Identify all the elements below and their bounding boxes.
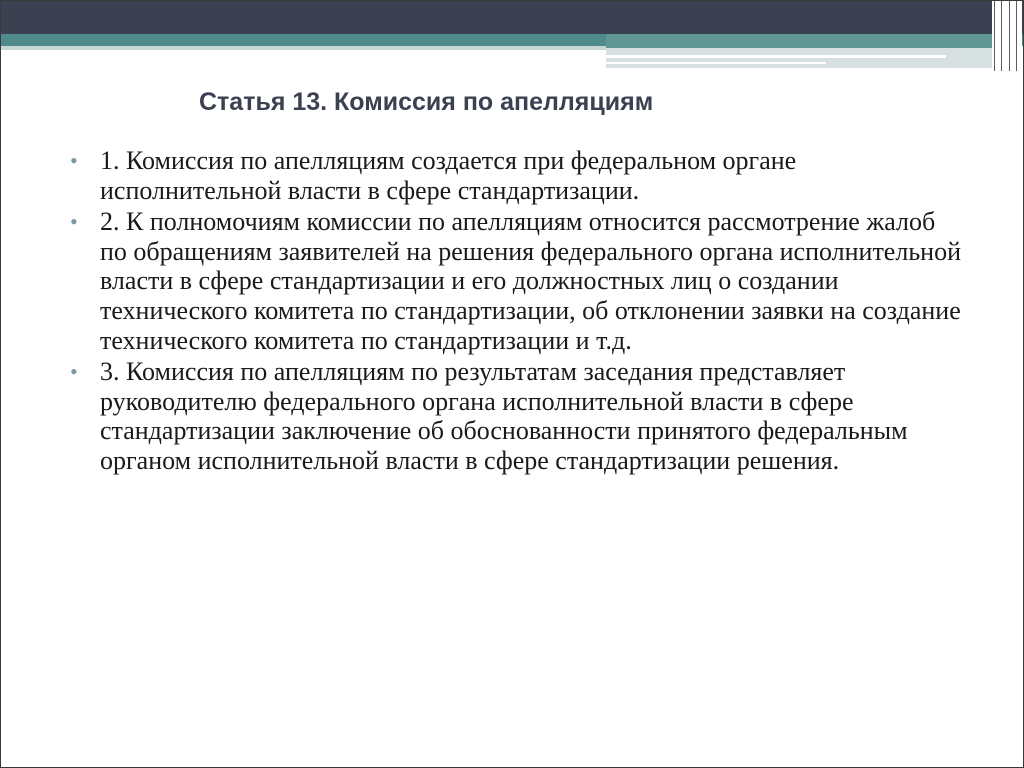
slide-title: Статья 13. Комиссия по апелляциям (199, 88, 654, 116)
header-band-light (1, 46, 606, 50)
header-decoration-line (606, 62, 826, 64)
list-item-text: 3. Комиссия по апелляциям по результатам заседания представляет руководителю федерального органа исполнительной власти в сфере стандартизации заключение об обоснованности принятого федеральным органом исполнительной власти в сфере стандартизации решения. (100, 357, 908, 475)
bullet-list (66, 146, 966, 478)
list-item (66, 146, 966, 205)
bullet-icon: • (70, 359, 78, 385)
bullet-icon: • (70, 209, 78, 235)
list-item-text: 1. Комиссия по апелляциям создается при федеральном органе исполнительной власти в сфере стандартизации. (100, 146, 797, 205)
list-item (66, 207, 966, 355)
bullet-icon: • (70, 148, 78, 173)
header-decoration-line (606, 55, 946, 58)
header-edge-lines (992, 1, 1022, 71)
list-item (66, 357, 966, 475)
list-item-text: 2. К полномочиям комиссии по апелляциям относится рассмотрение жалоб по обращениям заявителей на решения федерального органа исполнительной власти в сфере стандартизации и его должностных лиц о создании технического комитета по стандартизации, об отклонении заявки на создание технического комитета по стандартизации и т.д. (100, 207, 962, 355)
